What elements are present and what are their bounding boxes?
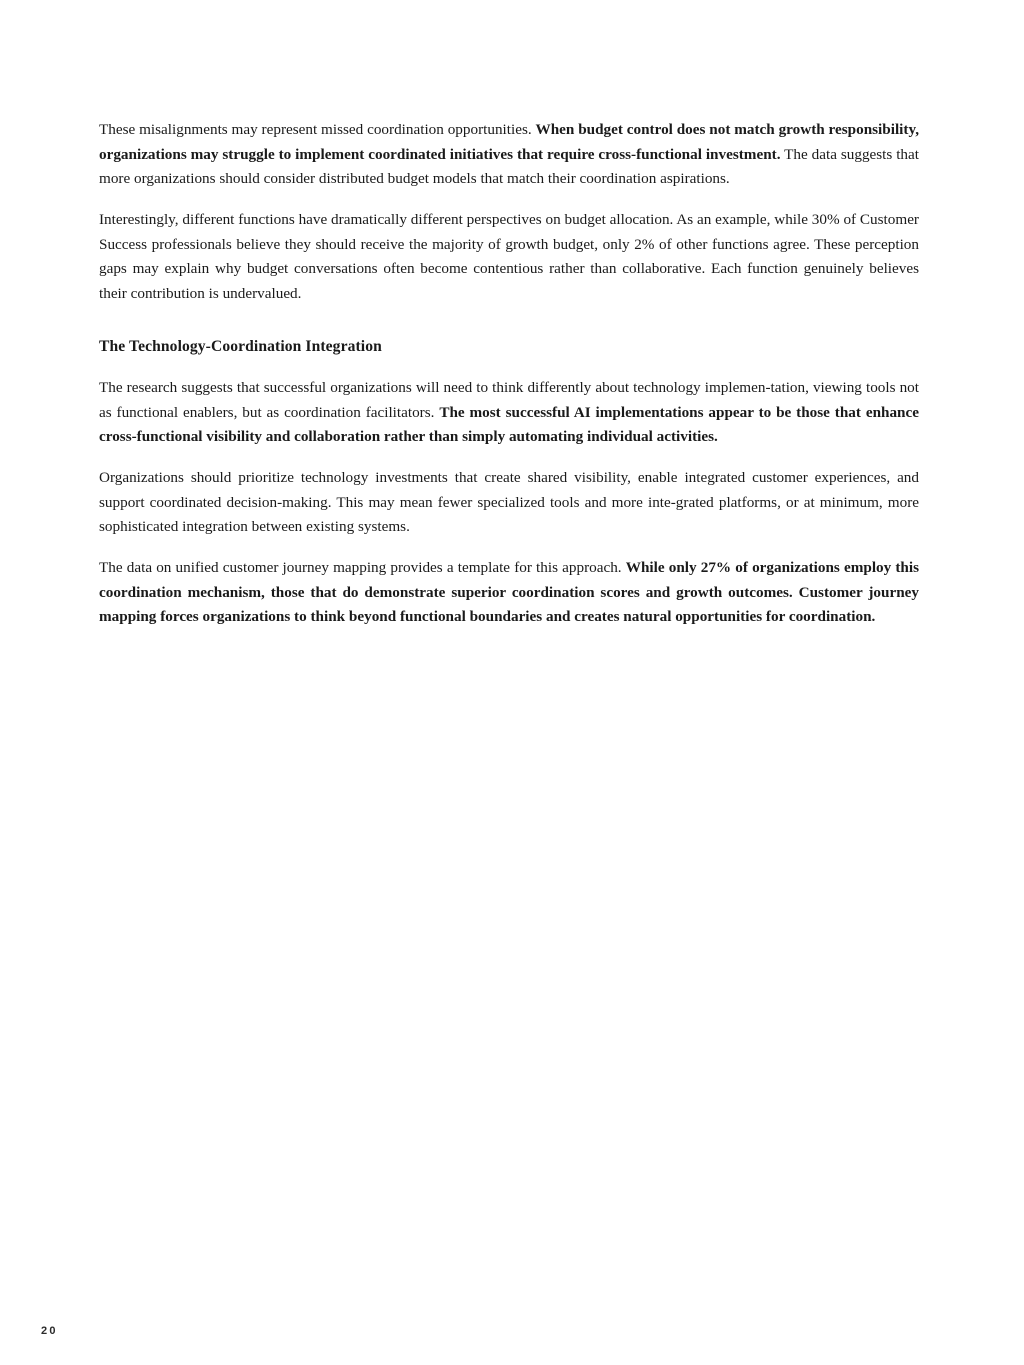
page-number: 20 bbox=[41, 1325, 58, 1337]
text-run: Interestingly, different functions have dramatically different perspectives on budget allocation. As an example, while 30% of Customer Success professionals believe they should receive the majority of growth budget, only 2% of other functions agree. These perception gaps may explain why budget conversations often become contentious rather than collaborative. Each function genuinely believes their contribution is undervalued. bbox=[99, 210, 919, 302]
paragraph-technology-implementation bbox=[99, 376, 919, 450]
paragraph-misalignments bbox=[99, 118, 919, 192]
text-run: The research suggests that successful organizations will need to think differently about technology implemen-tation, viewing tools not as functional enablers, but as coordination facilitators. bbox=[99, 379, 919, 421]
page-body bbox=[99, 118, 919, 640]
text-run-bold: While only 27% of organizations employ this coordination mechanism, those that do demonstrate superior coordination scores and growth outcomes. Customer journey mapping forces organizations to think beyond functional boundaries and creates natural opportunities for coordination. bbox=[99, 558, 920, 626]
text-run: These misalignments may represent missed coordination opportunities. bbox=[99, 121, 536, 138]
paragraph-journey-mapping bbox=[99, 556, 919, 630]
paragraph-budget-perspectives bbox=[99, 208, 919, 307]
text-run: The data on unified customer journey mapping provides a template for this approach. bbox=[99, 558, 626, 576]
text-run-bold: The most successful AI implementations appear to be those that enhance cross-functional visibility and collaboration rather than simply automating individual activities. bbox=[99, 403, 919, 446]
text-run: The data suggests that more organizations should consider distributed budget models that match their coordination aspirations. bbox=[99, 145, 919, 188]
text-run-bold: When budget control does not match growth responsibility, organizations may struggle to implement coordinated initiatives that require cross-functional investment. bbox=[99, 121, 919, 163]
paragraph-technology-investments bbox=[99, 466, 919, 540]
text-run: Organizations should prioritize technology investments that create shared visibility, enable integrated customer experiences, and support coordinated decision-making. This may mean fewer specialized tools and more inte-grated platforms, or at minimum, more sophisticated integration between existing systems. bbox=[99, 469, 919, 536]
section-heading-technology-coordination: The Technology-Coordination Integration bbox=[99, 338, 382, 356]
